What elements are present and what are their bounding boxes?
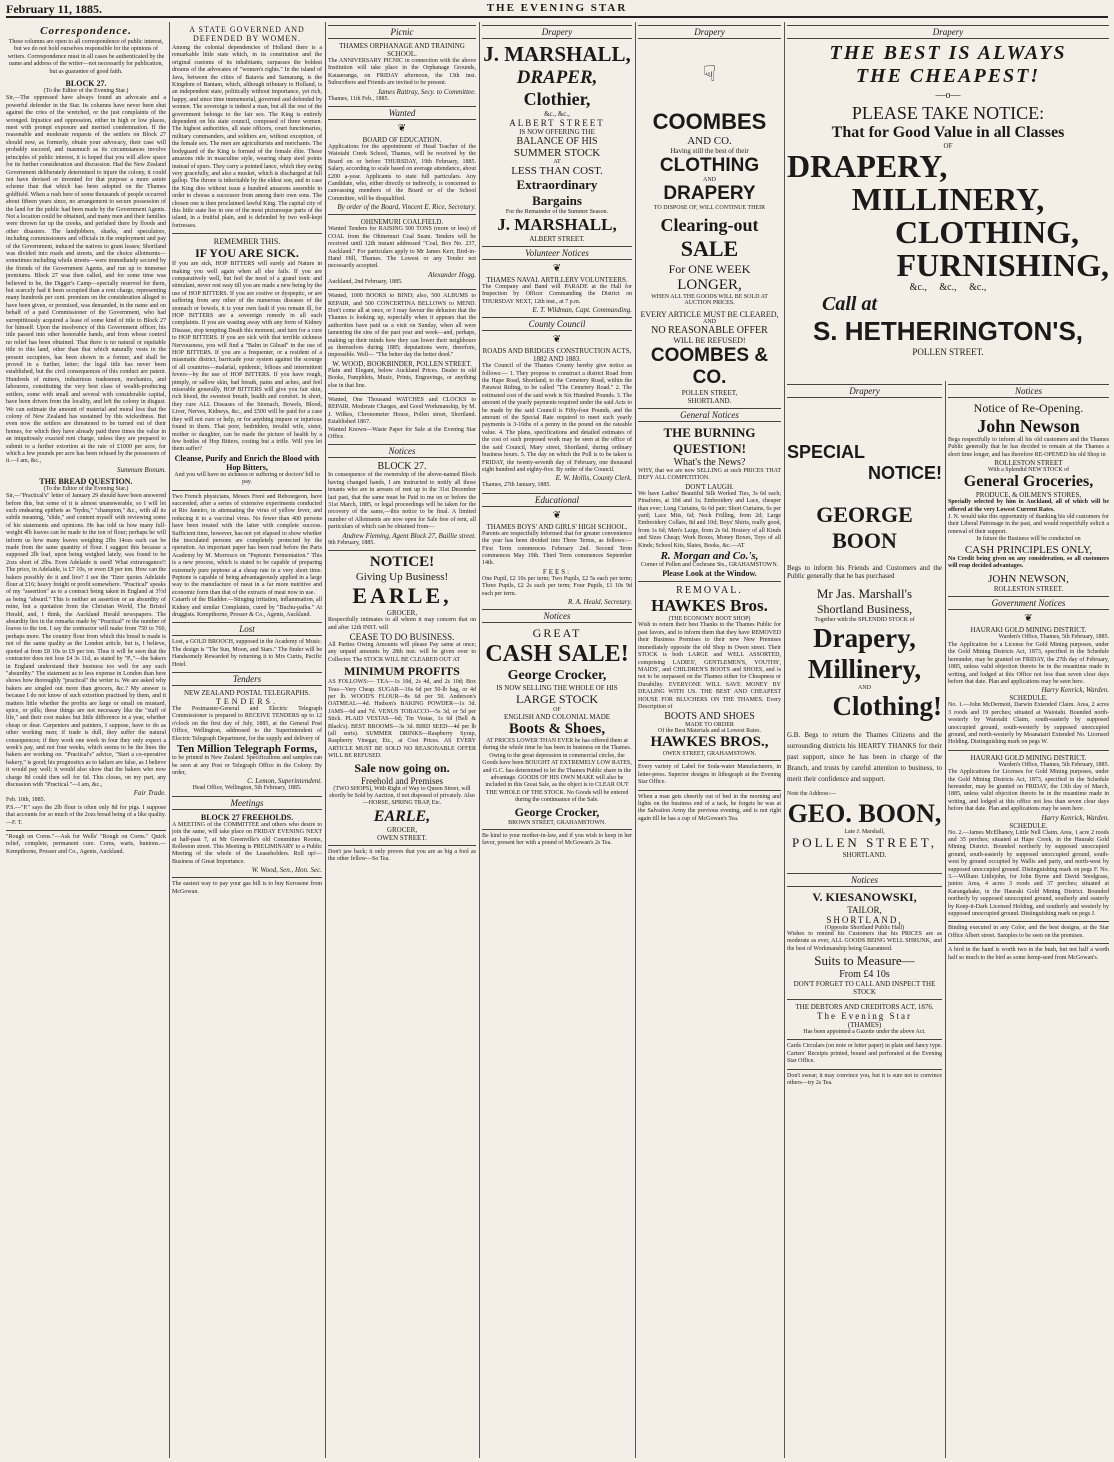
advert-body: Wanted, 1000 BOOKS to BIND; also, 500 ALBUMS to REPAIR, and 500 CONCERTINA BELLOWS to MEND. Don't come all at once, or I may favour the delusion that the Thames is looking up, especially when it appears that the authorities have paid us a visit on Sunday, when all were lamenting the sins of the past year and week—and, perhaps, making up their minds how they can lower their neighbours as themselves during 1885; deputations were, therefore, impossible. Well— "The better day the better deed." — [328, 293, 476, 359]
advert-text: Please Look at the Window. — [662, 569, 757, 579]
divider — [328, 393, 476, 394]
divider — [328, 214, 476, 215]
advert-text: Late J. Marshall, — [844, 828, 885, 835]
pointing-hand-icon: ☟ — [702, 61, 717, 86]
notice-title: HAURAKI GOLD MINING DISTRICT. — [970, 753, 1087, 762]
advert-text: ENGLISH AND COLONIAL MADE — [503, 712, 611, 721]
article-body: Two French physicians, Messrs Freré and Rebourgeon, have succeeded, after a series of extensive experiments conducted at Rio Janeiro, in attenuating the virus of yellow fever, and reducing it to a vaccinal virus. No fewer than 400 persons have been treated with the latter with complete success. Sufficient time, however, has not yet elapsed to show whether the inoculated persons are completely protected by the operation. An important paper has been read before the Paris Academy by M. Morrosco on "Peptonic Fermentation." This is a new process, which is stated to be capable of preparing extremely pure peptone at a cheap rate in a very short time. Peptone is capable of being advantageously applied in a large way to the manufacture of meat in a far more nutritive and economic form than that of the extracts of meat now in use. — [172, 493, 322, 596]
advert-name: J. MARSHALL, — [497, 215, 617, 234]
section-label: Drapery — [482, 25, 632, 39]
advert-address: SHORTLAND, — [826, 914, 903, 925]
advert-name: EARLE, — [373, 807, 431, 825]
notice-subtitle: SCHEDULE. — [1009, 694, 1048, 703]
advert-text: Call at — [822, 293, 878, 315]
section-label: Drapery — [787, 384, 942, 398]
advert-text: WILL BE REFUSED! — [673, 336, 746, 345]
divider — [328, 845, 476, 846]
section-label: Lost — [172, 622, 322, 636]
letter-recipient: (To the Editor of the Evening Star.) — [43, 485, 129, 492]
advert-text: Be kind to your mother-in-law, and if you wish to keep in her favor, present her with a pound of McGowan's 2s Tea. — [482, 832, 632, 847]
notice-title: OHINEMURI COALFIELD. — [360, 218, 444, 227]
letter-signature: Fair Trade. — [133, 789, 166, 798]
advert-headline: DRAPERY, — [787, 148, 948, 184]
advert-headline: What's the News? — [673, 457, 746, 468]
divider — [172, 233, 322, 234]
advert-text: TO DISPOSE OF, WILL CONTINUE THEIR — [653, 205, 766, 211]
notice-body: The ANNIVERSARY PICNIC in connection with the above Institution will take place in the Orphanage Grounds, Kauaeranga, on FRIDAY afternoon, the 13th inst. Subscribers and Friends are invited to be present. — [328, 58, 476, 87]
advert-name: R. Morgan and Co.'s, — [660, 550, 759, 563]
advert-body: J. N. would take this opportunity of thanking his old customers for their Liberal Patronage in the past, and would respectfully solicit a renewal of their support. — [948, 514, 1109, 535]
advert-text: For the Remainder of the Summer Season. — [505, 209, 609, 215]
divider — [638, 581, 781, 582]
notice-signature: James Rattray, Secy. to Committee. — [377, 87, 476, 96]
column-drapery-marshall — [482, 22, 632, 1458]
column-articles — [172, 22, 322, 1458]
notice-signature: W. Wood, Sen., Hon. Sec. — [251, 866, 322, 875]
crest-icon: ❦ — [552, 263, 562, 274]
advert-address: SHORTLAND. — [842, 850, 887, 859]
divider — [482, 829, 632, 830]
divider-ornament-icon: —o— — [935, 90, 961, 101]
divider — [172, 490, 322, 491]
advert-headline: Suits to Measure— — [814, 953, 915, 969]
advert-hetherington — [787, 22, 1109, 377]
letter-recipient: (To the Editor of the Evening Star.) — [43, 88, 129, 95]
notice-title: ROADS AND BRIDGES CONSTRUCTION ACTS, 1882 AND 1883. — [482, 347, 632, 364]
letter-body: Sir,—The oppressed have always found an advocate and a powerful defender in the Star. Its columns have never been shut against the cries of the wretched, or the just complaints of the wronged. Injustice and oppression, either in high or low places, meet with prompt exposure and merited condemnation. If the reasonable and moderate requests of the settlers on Block 27 should now, as formerly, obtain your advocacy, their case will probably succeed, and inasmuch as its circumstances involve principles of public interest, it is hoped that you will allow space for its further consideration and discussion. Had the New Zealand Government deliberately determined to injure the colony, it could not have devised or invented for that purpose a more astute scheme than that which has been adopted on the Thames goldfield. When a rush here of some thousands of people occurred about fifteen years since, no arrangement to secure possession of the land for the public had been made by the Government Agents. Not a location could be obtained, and many men and their families were thrown far up the creeks, and perished there by floods and other disasters. The landjobbers, sharks, and speculators, including commissioners and officials in the employment and pay of the Government, induced the natives to grant leases; Shortland was divided into roads and streets, and the choice allotments—sometimes including whole streets—were immediately secured by the friends of the Government Agents, and run up to immense premiums. Block 27 was then called, and for some time was believed to be, the Digger's Camp—specially reserved for them, but scarcely had it been occupied than a rent charge, representing many hundreds per cent. premium on the consideration alleged to have been given, or promised, was demanded, in the name and on behalf of a paid Commissioner of the Government, who had surreptitiously acquired a lease of some kind of title to Block 27 for himself. Upon the insolvency of this Government officer, his title passed into other honorable hands, and from whose control no relief has been obtained. That there is no natural or equitable title to this land, other than that which naturally vests in the present occupiers, has been shown in a former, and shall be proved in a further, letter; the legal title has never been established, but the civil consequences of this conduct are patent. Hundreds of miners, industrious tradesmen, mechanics, and labourers, constituting the very best class of wealth-producing settlers, some with small and several with considerable capital, have been driven from the locality, and left the colony in disgust. We can estimate the amount of material and moral loss that the colony of New Zealand has sustained by this wickedness. But even now the settlers are threatened to be turned out of their homes, for which they have already paid three times the value in an iniquitously exacted rent charge, unless they are prepared to submit to a further extortion at the rate of £1000 per acre, for which a few pounds per acre has been refused by the possessors of it.—I am, &c., — [6, 95, 166, 465]
notice-headline: Ten Million Telegraph Forms, — [176, 743, 318, 756]
newspaper-title: THE EVENING STAR — [486, 2, 628, 14]
notice-signature: Andrew Fleming, Agent Block 27, Baillie street. — [342, 531, 476, 540]
advert-trade: GROCER, — [386, 825, 418, 834]
column-rule — [325, 22, 326, 1458]
advert-text: AND — [703, 319, 716, 325]
letter-title: BLOCK 27. — [65, 79, 107, 89]
divider — [638, 790, 781, 791]
divider — [172, 877, 322, 878]
column-correspondence — [6, 22, 166, 1458]
section-label: Volunteer Notices — [482, 246, 632, 260]
letter-date: Feb. 10th, 1885. — [6, 797, 46, 804]
notice-text: (THAMES) — [847, 1021, 882, 1030]
notice-title: The Evening Star — [817, 1011, 912, 1022]
advert-name: S. HETHERINGTON'S, — [812, 316, 1084, 346]
advert-address: SHORTLAND. — [687, 397, 732, 405]
section-label: Picnic — [328, 25, 476, 39]
advert-headline: From £4 10s — [839, 969, 890, 981]
column-rule — [479, 22, 480, 1458]
notice-title: THAMES BOYS' AND GIRLS' HIGH SCHOOL. — [486, 522, 628, 531]
section-label: General Notices — [638, 408, 781, 422]
letter-body: Sir,—"Practical's" letter of January 29 should have been answered before this, but some of it is almost unanswerable, so I will let such endearing epithets as "hydra," "champion," &c., with all its subtle meaning, "slide," and content myself with reviewing some of his statements and opinions. He has told us how many full-weight 4lb loaves can be made to the ton of flour; perhaps he will inform us how many loaves weighing 2lbs 14ozs each can be made from the same quantity of flour. I suggest this because a supposed 2lb loaf, upon being weighed lately, was found to be 2ozs short of 2lbs. Even Adelaide is used! What extravagance!! The price, in Adelaide, is £7 10s, or even £8 per ton. How can the bakers possibly do it and live? I see the 'Tizer quotes Adelaide flour at £16; heavy freight or profit somewhere. "Practical" speaks of my "assertion" as to a contract being taken in England at 3½d as being "absurd." This is neither an assertion or an absurdity of mine, but a quotation from the Christian World, The Bristol Herald, and, I think, the Auckland Herald newspapers. The absurdity lies in the remarks made by "Practical" re the number of loaves to the ton. I say the contractor will make from 750 to 760, perhaps more. The country flour from which this bread is made is not of the same quality as the London article, but is, I believe, quoted at from £8 10s to £9 per ton. Thus it will be seen that the contractor does not lose £4 3s 11d, as stated by "P.,"—the bakers in England understand their business too well for any such "absurdity." The statement as to less expense in London than here shows how thoroughly "practical" the writer is. We are asked why bakers are singled out more than grocers, &c.? My answer is because I do not know of such extortion practised by them, and it matters little whether the profits are large or small on mustard, spice, or pills; these things are not necessary like the "staff of life," and their cost makes but little difference in a year, whether cheap or dear. Carpenters and painters, I suppose, have to do as other working men; if trade is dull, they suffer the natural consequences; if they work one week in four they only expect a week's pay, and not four weeks, which seems to be the lines the bakers are working on. "Practical's" advice, "Start a co-operative bakery," is good; his prognostics as to failure are false, as I believe it would pay well; it would also show that the bakers who now charge 8d could then sell for 6d. This closes, on my part, any discussion with "Practical."—I am, &c., — [6, 493, 166, 788]
advert-headline: LONGER, — [677, 277, 742, 293]
advert-address: POLLEN STREET, — [791, 834, 938, 850]
advert-body: No Credit being given on any consideration, so all customers will reap decided advantages. — [948, 555, 1109, 570]
advert-address: BROWN STREET, GRAHAMSTOWN. — [508, 819, 606, 826]
advert-headline: That for Good Value in all Classes — [831, 124, 1065, 141]
column-picnic-wanted-notices — [328, 22, 476, 1458]
notice-signature: E. W. Hollis, County Clerk. — [555, 474, 632, 483]
notice-body: Has been appointed a Gazette under the above Act. — [803, 1029, 926, 1036]
advert-headline: NOTICE! — [868, 463, 942, 483]
advert-name: EARLE, — [352, 583, 452, 609]
advert-headline: For ONE WEEK — [668, 262, 751, 276]
advert-headline: Bargains — [532, 193, 582, 208]
advert-headline: Clearing-out — [660, 215, 759, 235]
notice-signature: Alexander Hogg. — [428, 270, 476, 279]
advert-headline: CEASE TO DO BUSINESS. — [349, 631, 455, 642]
advert-headline: NOTICE! — [369, 554, 435, 571]
notice-signature: C. Lemon, Superintendent. — [247, 777, 322, 786]
advert-address: OWEN STREET. — [377, 833, 427, 842]
notice-title: BOARD OF EDUCATION. — [362, 136, 442, 145]
notice-date: 9th February, 1885. — [328, 539, 375, 546]
advert-headline: Millinery, — [807, 654, 922, 685]
advert-headline: LARGE STOCK — [515, 691, 599, 706]
advert-text: WHEN ALL THE GOODS WILL BE SOLD AT AUCTION PRICES. — [651, 294, 768, 306]
advert-trade: Clothier, — [523, 89, 591, 109]
notice-signature: Harry Kenrick, Warden. — [1041, 686, 1109, 695]
advert-name: V. KIESANOWSKI, — [812, 889, 917, 904]
advert-text: OF — [553, 706, 561, 713]
advert-text: OF — [943, 142, 953, 150]
advert-name: COOMBES — [652, 109, 767, 134]
advert-body: AT PRICES LOWER THAN EVER he has offered them at during the whole time he has been in business on the Thames. Owing to the great depression in commercial circles, the Goods have been BOUGHT AT EXTREMELY LOW RATES, and G.C. has determined to let the Thames Public share in the advantage. GOODS OF HIS OWN MAKE will also be included in this Great Sale, as the object is to CLEAR OUT THE WHOLE OF THE STOCK. No Goods will be entered during the continuance of the Sale. — [482, 737, 632, 804]
advert-headline: BOOTS AND SHOES — [664, 711, 755, 723]
column-rule — [169, 22, 170, 1458]
editorial-note: These columns are open to all correspondence of public interest, but we do not hold ourselves responsible for the opinions of writers. Correspondence must in all cases be authenticated by the name and address of the writer—not necessarily for publication, but as guarantee of good faith. — [7, 39, 165, 75]
section-label: Meetings — [172, 796, 322, 810]
column-rule — [635, 22, 636, 1458]
divider — [787, 999, 942, 1000]
divider — [787, 1039, 942, 1040]
advert-headline: Drapery, — [813, 623, 916, 654]
crest-icon: ❦ — [1024, 613, 1033, 625]
notice-title: THE DEBTORS AND CREDITORS ACT, 1876. — [795, 1003, 934, 1012]
advert-body: Plain and Elegant, below Auckland Prices. Dealer in old Books, Pamphlets, Music, Prints, Engravings, or anything else in that line. — [328, 367, 476, 389]
advert-name: GEO. BOON, — [787, 798, 942, 828]
advert-text: Don't swear; it may convince you, but it is sure not to convince others—try 2s Tea. — [787, 1072, 942, 1087]
advert-etc: &c., &c., — [544, 110, 570, 118]
notice-date: Thames, 27th January, 1885. — [482, 482, 551, 489]
notice-signature: Harry Kenrick, Warden. — [1041, 813, 1109, 822]
notice-schedule: No. 1.—John McDermott, Darwin Extended Claim. Area, 2 acres 3 roods and 19 perches; situated at Waiotahi. Bounded north-westerly by Waiotahi Claim, south-easterly by supposed unoccupied ground, south-westerly by supposed unoccupied ground, and north-westerly by Moanatairi Extended No. Licensed Holding. Distinguishing mark on pegs W. — [948, 702, 1109, 746]
advert-address: POLLEN STREET. — [912, 347, 984, 357]
advert-text: MADE TO ORDER — [685, 722, 734, 729]
advert-headline: SPECIAL — [787, 442, 866, 462]
advert-headline: Shortland Business, — [816, 602, 913, 617]
advert-headline: Extraordinary — [516, 177, 598, 192]
letter-title: THE BREAD QUESTION. — [39, 476, 133, 486]
advert-body: (TWO SHOPS), With Right of Way to Queen Street, will shortly be Sold by Auction, if not disposed of privately. Also—HORSE, SPRING TRAP, Etc. — [329, 785, 475, 807]
notice-body: The Application for a License for Gold Mining purposes, under the Gold Mining Districts Act, 1873, specified in the Schedule hereunder, may be granted on FRIDAY, the 27th day of February, 1885, unless valid objection thereto be in the meantime made in writing, and lodged at this Office not less than seven clear days before that date. Plan and applications may be seen here. — [948, 641, 1109, 685]
advert-text: Catarrh of the Bladder.—Stinging irritation, inflammation, all Kidney and similar Complaints, cured by "Buchu-paiba." At druggists. Kempthorne, Prosser & Co., Agents, Auckland. — [172, 597, 322, 619]
advert-body: Wishes to remind his Customers that his PRICES are as moderate as ever, ALL GOODS BEING WELL SHRUNK, and the best of Workmanship being Guaranteed. — [787, 930, 942, 952]
advert-body: Respectfully intimates to all whom it may concern that on and after 12th INST. will — [328, 617, 476, 631]
advert-body: WHY, that we are now SELLING at such PRICES THAT DEFY ALL COMPETITION. — [638, 468, 781, 482]
advert-text: Don't jaw back; it only proves that you are as big a fool as the other fellow—So Tea. — [328, 848, 476, 863]
advert-headline: REMOVAL. — [676, 585, 743, 597]
advert-name: HAWKES Bros. — [651, 596, 768, 616]
section-heading: Correspondence. — [40, 25, 132, 37]
advert-headline: SUMMER STOCK — [513, 147, 601, 159]
notice-date: Thames, 11th Feb., 1885. — [328, 95, 389, 102]
advert-body: Specially selected by him in Auckland, all of which will be offered at the very Lowest Current Rates. — [948, 499, 1109, 513]
section-label: Drapery — [787, 25, 1109, 39]
notice-schedule: No. 2.—James McElhaney, Little Nell Claim. Area, 1 acre 2 roods and 35 perches; situated at Hape Creek, in the Hauraki Gold Mining District. Bounded northerly by supposed unoccupied ground, south-easterly by supposed unoccupied ground, south-west by ground occupied by Wallis and party, and north-west by supposed unoccupied ground. Distinguishing mark on pegs F. No. 3.—William Littlejohn, for John Byrne and David Snodgrass, junior. Area, 4 acres 3 roods and 37 perches; situated at Karangahake, in the Hauraki Gold Mining District. Bounded northerly by supposed unoccupied ground, southerly and easterly by Keep-it-Dark Licensed Holding, and southerly and westerly by supposed unoccupied ground. Distinguishing mark on pegs J. — [948, 829, 1109, 918]
notice-body: The Postmaster-General and Electric Telegraph Commissioner is prepared to RECEIVE TENDERS up to 12 o'clock on the first day of July, 1885, at the General Post Office, Wellington, addressed to the Superintendent of Electric Telegraph Department, for the supply and delivery of — [172, 706, 322, 742]
notice-title: BLOCK 27 FREEHOLDS. — [200, 812, 294, 822]
advert-headline: Mr Jas. Marshall's — [816, 586, 913, 602]
advert-name-suffix: AND CO. — [687, 135, 732, 147]
advert-name: COOMBES & CO. — [650, 345, 769, 388]
notice-title: THAMES ORPHANAGE AND TRAINING SCHOOL. — [339, 42, 465, 58]
advert-headline: Giving Up Business! — [355, 571, 449, 584]
notice-subtitle: SCHEDULE. — [1009, 821, 1048, 830]
column-rule — [784, 22, 785, 1458]
notice-subtitle: FEES: — [542, 567, 572, 576]
advert-headline: CLOTHING, — [894, 214, 1079, 250]
advert-text: IS NOW SELLING THE WHOLE OF HIS — [496, 683, 618, 692]
advert-headline: THE BURNING QUESTION! — [663, 425, 756, 456]
advert-headline: Clothing! — [832, 691, 942, 722]
advert-headline: FURNISHING, — [896, 247, 1109, 283]
section-label: Educational — [482, 493, 632, 507]
advert-headline: DRAPERY — [663, 183, 756, 204]
advert-text: Together with the SPLENDID STOCK of — [814, 617, 915, 624]
advert-headline: GREAT — [532, 625, 582, 640]
advert-headline: MILLINERY, — [851, 181, 1045, 217]
issue-date: February 11, 1885. — [6, 2, 102, 16]
notice-date: Head Office, Wellington, 5th February, 1885. — [192, 785, 302, 792]
advert-heading: REMEMBER THIS. — [213, 237, 281, 247]
advert-text: DON'T FORGET TO CALL AND INSPECT THE STOCK — [793, 980, 936, 997]
advert-headline: CASH PRINCIPLES ONLY, — [964, 543, 1093, 556]
advert-tagline-sub: And you will have no sickness or suffering or doctors' bill to pay. — [174, 471, 320, 486]
advert-headline: CASH SALE! — [485, 640, 629, 667]
advert-price-list: AS FOLLOWS:— TEA—1s 10d, 2s 4d, and 2s 10d; Box Teas—Very Cheap. SUGAR—16s 6d per 50-lb bag, or 4d per lb. WOOD'S FLOUR—8s 6d per 50. Anderson's OATMEAL—4d. Hudson's BAKING POWDER—1s 3d. JAMS—6d and 7d. VENUS TOBACCO—5s 3d, or 5d per Stick. PLAID VESTAS—6d; Tin Vestas, 1s 6d (Bell & Black's). BEST BROOMS—3s 3d. BIRD SEED—4d per lb (all sorts). SUMMER DRINKS—Raspberry Syrup, Raspberry Vinegar, Etc., at Cost Prices. AS EVERY ARTICLE MUST BE SOLD NO REASONABLE OFFER WILL BE REFUSED. — [328, 679, 476, 760]
advert-name: George Crocker, — [514, 804, 600, 819]
advert-address: OWEN STREET, GRAHAMSTOWN. — [662, 751, 757, 758]
notice-office: Warden's Office, Thames, 5th February, 1885. — [998, 634, 1109, 641]
article-title: A STATE GOVERNED AND DEFENDED BY WOMEN. — [189, 25, 305, 43]
notice-body: Applications for the appointment of Head Teacher of the Waiotahi Creek School, Thames, will be received by the Board on or before THURSDAY, 19th February, 1885. Salary, according to scale based on average attendance, about £200 a-year. Applicants to state full particulars. Any Candidate, who, either directly or indirectly, is concerned to canvassing members of the Board or of the School Committee, will be disqualified. — [328, 144, 476, 202]
advert-text: IS NOW OFFERING THE — [519, 128, 595, 136]
section-label: Notices — [787, 873, 942, 887]
advert-text: With a Splendid NEW STOCK of — [987, 467, 1070, 474]
advert-text: A bird in the hand is worth two in the bush, but not half a worth half so much to the bird as some hemp-seed from McGowan's. — [948, 947, 1109, 961]
advert-text: AND — [858, 685, 871, 692]
advert-name: George Crocker, — [507, 667, 607, 683]
advert-text: Having still the best of their — [670, 147, 749, 155]
advert-text: (THE ECONOMY BOOT SHOP) — [668, 616, 751, 623]
advert-text: In future the Business will be conducted on — [976, 536, 1081, 543]
section-label: County Council — [482, 317, 632, 331]
section-label: Notices — [482, 609, 632, 623]
advert-headline: General Groceries, — [963, 473, 1094, 491]
advert-text: AT — [553, 159, 561, 165]
advert-headline: THE CHEAPEST! — [855, 65, 1041, 87]
advert-text: Note the Address:— — [787, 791, 836, 798]
advert-body: If you are sick, HOP BITTERS will surely aid Nature in making you well again when all else fails. If you are comparatively well, but feel the need of a grand tonic and stimulant, never rest easy till you are made a new being by the use of HOP BITTERS. If you are costive or dyspeptic, or are suffering from any other of the numerous diseases of the stomach or bowels, it is your own fault if you remain ill, for HOP BITTERS are a sovereign remedy in all such complaints. If you are wasting away with any form of Kidney Disease, stop tempting Death this moment, and turn for a cure to HOP BITTERS. If you are sick with that terrible sickness Nervousness, you will find a "Balm in Gilead" in the use of HOP BITTERS. If you are a frequenter, or a resident of a miasmatic district, barricade your system against the scourge of all countries—malarial, epidemic, bilious and intermittent fevers—by the use of HOP BITTERS. If you have rough, pimply, or sallow skin, bad breath, pains and aches, and feel miserable generally, HOP BITTERS will give you fair skin, rich blood, the sweetest breath, health and comfort. In short, they cure ALL Diseases of the Stomach, Bowels, Blood, Liver, Nerves, Kidneys, &c., and £500 will be paid for a case they will not cure or help, or for anything impure or injurious found in them. That poor, bedridden, invalid wife, sister, mother or daughter, can be made the picture of health by a few bottles of Hop Bitters, costing but a trifle. Will you let them suffer? — [172, 261, 322, 453]
notice-body: Wanted Tenders for RAISING 500 TONS (more or less) of COAL from the Ohinemuri Coal Seam. Tenders will be received until 12th instant addressed "Coal, Box No. 237, Auckland." For particulars apply to Mr James Kerr, Bird-in-Hand Hill, Thames. The Lowest or any Tender not necessarily accepted. — [328, 226, 476, 270]
column-drapery-coombes — [638, 22, 781, 1458]
section-label: Drapery — [638, 25, 781, 39]
notice-office: Warden's Office, Thames, 5th February, 1885. — [998, 761, 1109, 768]
advert-body: Wanted Known—Waste Paper for Sale at the Evening Star Office. — [328, 426, 476, 441]
advert-body: Wish to return their best Thanks to the Thames Public for past favors, and to inform them that they have REMOVED their Business Premises to their new New Premises immediately opposite the old Shop in Owen street. Their STOCK is both LARGE and WELL ASSORTED, comprising LADIES', GENTLEMEN'S, YOUTHS', MAIDS', and CHILDREN'S BOOTS and SHOES, and is not to be surpassed on the Thames either for Cheapness or Durability. EVERYONE WILL SAVE MONEY BY DEALING WITH US. THE BEST AND CHEAPEST HOUSE FOR BLUCHERS ON THE THAMES. Every Description of — [638, 622, 781, 710]
advert-trade: GROCER, — [386, 609, 418, 618]
article-body: Among the colonial dependencies of Holland there is a remarkable little state which, in its constitution and the original customs of its inhabitants, surpasses the boldest dreams of the advocates of "women's rights." In the island of Java, between the cities of Batavia and Samarang, is the Kingdom of Bantam, which, although tributary to Holland, is an independent state, politically without importance, yet rich, happy, and since time immemorial, governed and defended by women. The sovereign is indeed a man, but all the rest of the government belongs to the fair sex. The King is entirely dependent on his state council, composed of three women. The highest authorities, all state officers, court functionaries, military commanders, and soldiers are, without exception, of the female sex. The men are agriculturists and merchants. The bodyguard of the King is formed of the female élite. These amazons ride in masculine style, wearing sharp steel points instead of spurs. They carry a pointed lance, which they swing very gracefully, and also a musket, which is discharged at full gallop. The throne is inheritable by the eldest son, and in case the King dies without issue a hundred amazons assemble in order to choose a successor from among their own sons. The chosen one is then proclaimed lawful King. The capital city of this little state lies in one of the most picturesque parts of the island, in a fruitful plain, and is defended by two well-kept fortresses. — [172, 45, 322, 229]
advert-etc: &c., &c., &c., — [909, 282, 987, 293]
advert-text: Of the Best Materials and at Lowest Rates. — [658, 728, 761, 735]
notice-signature: R. A. Heald, Secretary. — [568, 597, 632, 606]
divider — [328, 550, 476, 551]
section-label: Government Notices — [948, 596, 1109, 610]
advert-address: POLLEN STREET, — [681, 389, 738, 397]
section-label: Notices — [948, 384, 1109, 398]
column-newson-government — [948, 381, 1109, 1458]
notice-title: THAMES NAVAL ARTILLERY VOLUNTEERS. — [486, 276, 628, 284]
advert-headline: Boots & Shoes, — [508, 720, 606, 737]
advert-headline: THE BEST IS ALWAYS — [829, 42, 1067, 64]
divider — [948, 750, 1109, 751]
divider — [638, 760, 781, 761]
advert-text: The easiest way to pay your gas bill is to buy Kerosene from McGowan. — [172, 881, 322, 895]
advert-body: All Parties Owing Amounts will please Pay same at once; any unpaid amounts by 28th inst. will be given over to Collector. The STOCK WILL BE CLEARED OUT AT — [328, 641, 476, 663]
advert-text: (Opposite Shortland Public Hall) — [824, 924, 905, 931]
advert-body: G.B. Begs to return the Thames Citizens and the surrounding districts his HEARTY THANKS for their past support, since he has been in charge of the Branch, and trusts by careful attention to business, to merit their confidence and support. — [787, 731, 942, 784]
letter-postscript: P.S.—"P." says the 2lb flour is often only 8d for pigs. I suppose that accounts for so much of the 2ozs bread being of a like quality.—F. T. — [6, 804, 166, 826]
crest-icon: ❦ — [552, 509, 562, 521]
advert-headline: PLEASE TAKE NOTICE: — [851, 103, 1045, 123]
divider — [6, 830, 166, 831]
section-label: Wanted — [328, 106, 476, 120]
advert-name: HAWKES BROS., — [650, 734, 769, 751]
advert-headline: Sale now going on. — [354, 760, 450, 775]
notice-body: A MEETING of the COMMITTEE and others who desire to join the same, will take place on FRIDAY EVENING NEXT at half-past 7, at Mr Greenville's old Committee Rooms, Rolleston street. This Meeting is PRELIMINARY to a Public Meeting of the whole of the Leaseholders. Roll up!—Business of Great Importance. — [172, 821, 322, 865]
notice-date: Auckland, 2nd February, 1885. — [328, 278, 403, 285]
notice-body: Lost, a GOLD BROOCH, supposed in the Academy of Music. The design is "The Sun, Moon, and Stars." The finder will be Handsomely Rewarded by returning it to Mrs Curtis, Pacific Hotel. — [172, 639, 322, 668]
advert-text: Binding executed in any Color, and the best designs, at the Star Office Albert street. Samples to be seen on the premises. — [948, 925, 1109, 939]
advert-tagline: Cleanse, Purify and Enrich the Blood with Hop Bitters, — [174, 453, 320, 472]
advert-text: PRODUCE, & OILMEN'S STORES, — [975, 491, 1082, 500]
advert-headline: Notice of Re-Opening. — [973, 401, 1084, 415]
advert-headline: Freehold and Premises — [361, 775, 443, 786]
divider — [328, 289, 476, 290]
notice-signature: E. T. Wildman, Capt. Commanding. — [532, 306, 632, 315]
advert-body: Begs respectfully to inform all his old customers and the Thames Public generally that he has decided to remain at the Thames a short time longer, and has therefore RE-OPENED his old Shop in — [948, 437, 1109, 458]
advert-text: EVERY ARTICLE MUST BE CLEARED, — [640, 310, 779, 319]
advert-address: Corner of Pollen and Cochrane Sts., GRAHAMSTOWN. — [640, 562, 779, 569]
divider — [948, 943, 1109, 944]
advert-name: John Newson — [977, 416, 1080, 436]
advert-headline: NO REASONABLE OFFER — [651, 325, 768, 336]
advert-text: AND — [703, 177, 716, 183]
advert-text: When a man gets cheerily out of bed in the morning and lights on the business end of a tack, he forgets he was at the Salvation Army the previous evening, and is not right again till he has a cup of McGowan's Tea. — [638, 793, 781, 822]
advert-body: Wanted, One Thousand WATCHES and CLOCKS to REPAIR. Moderate Charges, and Good Workmanship, by M. J. Wilkes, Chronometer House, Pollen street, Shortland. Established 1867. — [328, 397, 476, 426]
advert-headline: LESS THAN COST. — [511, 165, 603, 177]
column-george-boon — [787, 381, 942, 1458]
advert-text: "Rough on Corns."—Ask for Wells' "Rough on Corns." Quick relief, complete, permanent cure. Corns, warts, bunions.—Kempthorne, Prosser and Co., Agents, Auckland. — [6, 834, 166, 855]
advert-name: J. MARSHALL, — [483, 42, 631, 66]
notice-body: In consequence of the ownership of the above-named Block having changed hands, I am instructed to notify all those tenants who are in arrears of rent up to the 31st December last past, that the same must be Paid to me on or before the 31st March, 1885, or legal proceedings will be taken for the recovery of the same,—this notice to be final. A limited number of Allotments are now open for Sale free of rent, all particulars of which can be obtained from— — [328, 472, 476, 531]
column-rule — [945, 381, 946, 1458]
notice-body: Parents are respectfully informed that for greater convenience the year has been divided into Three Terms, as follows:— First Term commences February 2nd. Second Term commences May 19th. Third Term commences September 14th. — [482, 530, 632, 567]
crest-icon: ❦ — [552, 334, 562, 346]
advert-trade: TAILOR, — [847, 904, 882, 915]
advert-title: W. WOOD, BOOKBINDER, POLLEN STREET. — [332, 359, 472, 368]
masthead — [6, 2, 1108, 18]
notice-subtitle: TENDERS. — [216, 697, 278, 707]
advert-headline: CLOTHING — [659, 155, 760, 176]
notice-body: The Company and Band will PARADE at the Hall for Inspection by Officer Commanding the District on THURSDAY NEXT, 12th inst., at 7 p.m. — [482, 284, 632, 305]
notice-title: BLOCK 27. — [377, 461, 427, 473]
advert-headline: BALANCE OF HIS — [516, 136, 598, 147]
advert-body: Begs to inform his Friends and Customers and the Public generally that he has purchased — [787, 564, 942, 581]
advert-text: Every variety of Label for Soda-water Manufacturers, in letter-press. Superior designs in lithograph at the Evening Star Office. — [638, 764, 781, 786]
advert-address: ROLLESTON STREET. — [993, 585, 1064, 594]
advert-name: GEORGE BOON — [816, 502, 913, 553]
advert-body: We have Ladies' Beautiful Silk Worked Ties, 3s 6d each; Pinafores, at 10d and 1s; Embroidery and Lace, cheaper than ever; Long Curtains, 6s 6d pair; Short Curtains, 6s per yard; Lace Mits, 6d; Neck Frilling, from 2d; Large Embroidery Collars, 8d and 10d; Boys' Shirts, really good, from 1s 6d; Men's Large, from 2s 6d. Hosiery of all Kinds and Sizes Cheap; Work Boxes, Money Boxes, Toys of all Kinds; School Kits, Slates, Books, &c.—AT — [638, 490, 781, 549]
notice-title: NEW ZEALAND POSTAL TELEGRAPHS. — [183, 689, 311, 698]
notice-body: to be printed in New Zealand. Specifications and samples can be seen at any Post or Telegraph Office in the Colony. By order, — [172, 755, 322, 776]
crest-icon: ❦ — [397, 123, 407, 135]
advert-address: ALBERT STREET — [509, 118, 605, 128]
section-label: Tenders — [172, 672, 322, 686]
notice-title: HAURAKI GOLD MINING DISTRICT. — [970, 626, 1087, 635]
advert-name: JOHN NEWSON, — [988, 573, 1069, 586]
section-label: Notices — [328, 444, 476, 458]
advert-headline: SALE — [680, 236, 739, 261]
notice-body: One Pupil, £2 10s per term; Two Pupils, £2 5s each per term; Three Pupils, £2 2s each per term; Four Pupils, £1 10s 9d each per term. — [482, 575, 632, 597]
advert-address: ROLLESTON STREET — [994, 459, 1063, 468]
advert-headline: IF YOU ARE SICK. — [195, 246, 299, 261]
notice-body: The Council of the Thames County hereby give notice as follows:— 1. They propose to construct a district Road from the Hape Road, Shortland, to the Cemetery Road, within the Parawai Riding, to be called "The Cemetery Road." 2. The estimated cost of the said work is Six Hundred Pounds. 3. The amount of the yearly payments required under the said Acts to be made by the said Council is Fifty-four Pounds, and the amount of the Special Rate required to meet such yearly payments is 3-16ths of a penny in the pound on the rateable value. 4. The plans, specifications and detailed estimates of the cost of such proposed work may be seen at the office of the said Council, Mary street, Shortland, during ordinary business hours. 5. The day on which the Poll is to be taken is FRIDAY, the twenty-seventh day of February, one thousand eight hundred and eighty-five. By order of the Council. — [482, 363, 632, 473]
divider — [787, 1069, 942, 1070]
notice-body: The Applications for Licenses for Gold Mining purposes, under the Gold Mining Districts Act, 1873, specified in the Schedule hereunder, may be granted on FRIDAY, the 13th day of March, 1885, unless valid objection thereto be in the meantime made in writing, and lodged at this office not less than seven clear days before that date. Plan and applications may be seen here. — [948, 769, 1109, 813]
advert-trade: DRAPER, — [516, 67, 598, 88]
advert-address: ALBERT STREET. — [529, 235, 585, 243]
letter-signature: Summum Bonum. — [117, 465, 166, 474]
divider — [948, 921, 1109, 922]
advert-text: Cards Circulars (on note or letter paper) in plain and fancy type. Carters' Receipts printed, bound and perforated at the Evening Star Office. — [787, 1043, 942, 1065]
advert-text: DON'T LAUGH. — [685, 482, 734, 491]
advert-headline: MINIMUM PROFITS — [344, 664, 460, 679]
notice-signature: By order of the Board, Vincent E. Rice, Secretary. — [337, 203, 476, 212]
